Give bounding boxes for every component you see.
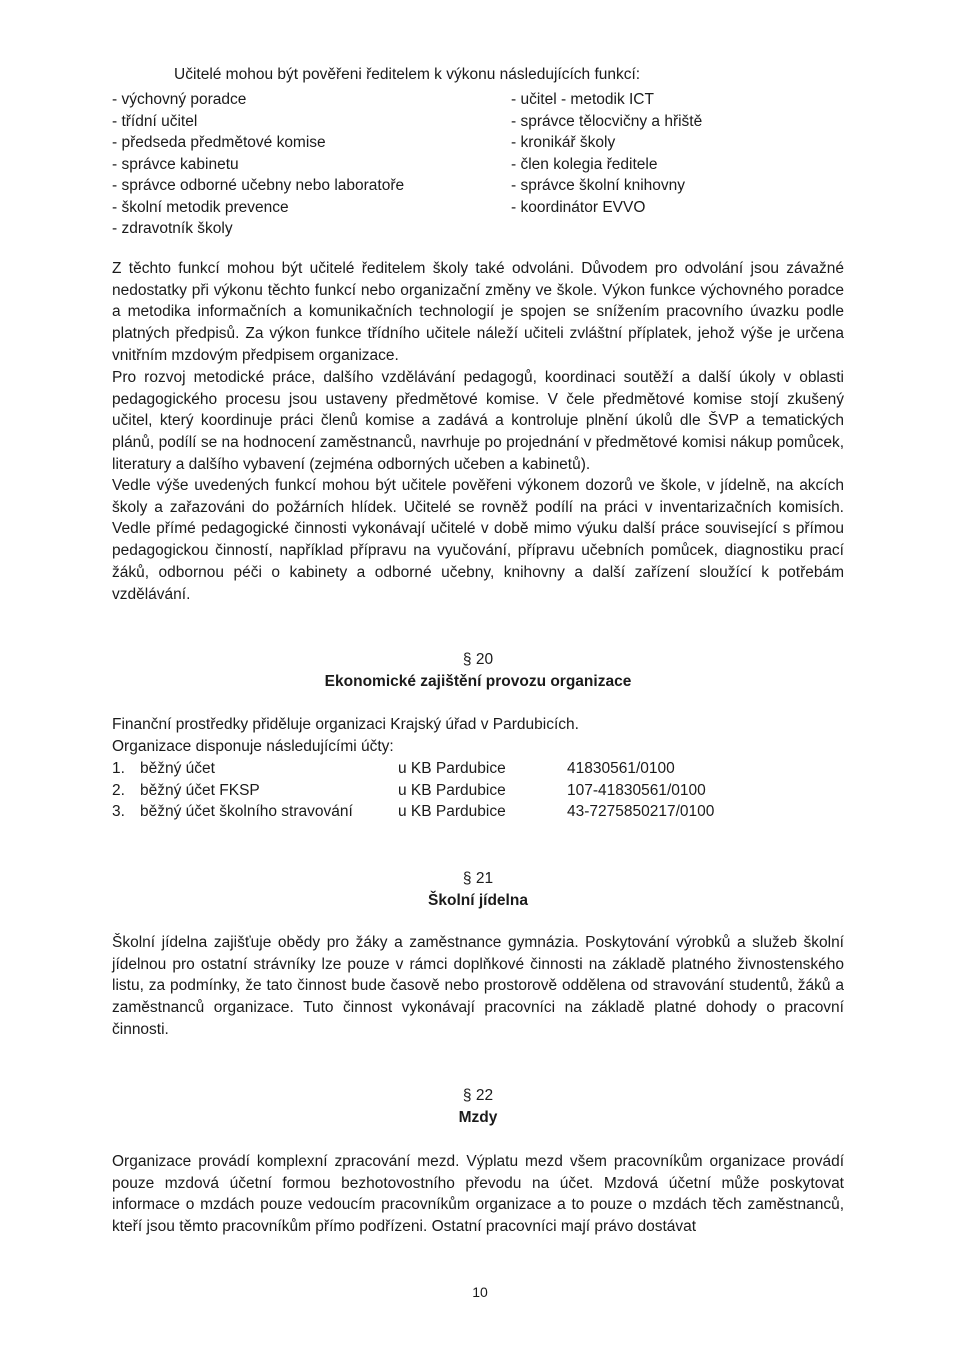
function-item: - koordinátor EVVO (511, 198, 646, 216)
section-number: § 20 (462, 651, 494, 668)
accounts-list (112, 758, 812, 823)
section-22-heading (112, 1085, 844, 1129)
function-item: - správce školní knihovny (511, 177, 686, 194)
account-name: běžný účet (140, 760, 215, 777)
function-item: - zdravotník školy (112, 220, 233, 237)
account-number: 43-7275850217/0100 (567, 803, 715, 820)
paragraph-canteen: Školní jídelna zajišťuje obědy pro žáky a zaměstnance gymnázia. Poskytování výrobků a služeb školní jídelnou pro ostatní strávníky lze pouze v rámci doplňkové činnosti na základě platného živnostenského listu, za podmínky, že tato činnost bude časově nebo prostorově oddělena od stravování studentů, žáků a zaměstnanců organizace. Tuto činnost vykonávají pracovníci na základě platné dohody o pracovní činnosti. (112, 934, 844, 1038)
finance-line: Finanční prostředky přiděluje organizaci Krajský úřad v Pardubicích. (112, 716, 579, 733)
function-item: - správce kabinetu (112, 155, 239, 173)
account-row (112, 801, 812, 823)
section-number: § 21 (462, 870, 494, 887)
section-number: § 22 (462, 1087, 494, 1104)
function-item: - předseda předmětové komise (112, 134, 326, 151)
account-index: 2. (112, 781, 125, 799)
account-row (112, 758, 812, 780)
account-index: 1. (112, 760, 125, 777)
function-item: - kronikář školy (511, 134, 616, 151)
intro-line: Učitelé mohou být pověřeni ředitelem k výkonu následujících funkcí: (174, 66, 641, 83)
account-number: 41830561/0100 (567, 760, 675, 777)
function-item: - správce odborné učebny nebo laboratoře (112, 177, 405, 194)
paragraph-wages: Organizace provádí komplexní zpracování mezd. Výplatu mezd všem pracovníkům organizace provádí pouze mzdová účetní formou bezhotovostního převodu na účet. Mzdová účetní může poskytovat informace o mzdách pouze vedoucím pracovníkům organizace a to pouze o mzdách těch zaměstnanců, kteří jsou těmto pracovníkům přímo podřízeni. Ostatní pracovníci mají právo dostávat (112, 1153, 844, 1236)
section-title: Školní jídelna (428, 892, 528, 909)
paragraph-supervision: Vedle výše uvedených funkcí mohou být učitele pověřeni výkonem dozorů ve škole, v jídelně, na akcích školy a zařazováni do požárních hlídek. Učitelé se rovněž podílí na práci v inventarizačních komisích. Vedle přímé pedagogické činnosti vykonávají učitelé v době mimo výuku další práce související s přímou pedagogickou činností, například přípravu na vyučování, přípravu učebních pomůcek, diagnostiku prací žáků, odbornou péči o kabinety a odborné učebny, knihovny a další zařízení sloužící k potřebám vzdělávání. (112, 477, 844, 603)
account-bank: u KB Pardubice (398, 760, 506, 777)
account-name: běžný účet školního stravování (140, 803, 353, 820)
account-bank: u KB Pardubice (398, 803, 506, 820)
function-item: - člen kolegia ředitele (511, 155, 658, 173)
paragraph-dismissal: Z těchto funkcí mohou být učitelé ředitelem školy také odvoláni. Důvodem pro odvolání jsou závažné nedostatky při výkonu těchto funkcí nebo organizační změny ve škole. Výkon funkce výchovného poradce a metodika informačních a komunikačních technologií je spojen se snížením pracovního úvazku podle platných předpisů. Za výkon funkce třídního učitele náleží učiteli zvláštní příplatek, jehož výše je určena vnitřním mzdovým předpisem organizace. (112, 260, 844, 364)
section-title: Ekonomické zajištění provozu organizace (324, 673, 632, 690)
account-row (112, 780, 812, 802)
account-name: běžný účet FKSP (140, 781, 260, 799)
accounts-intro: Organizace disponuje následujícími účty: (112, 738, 394, 755)
account-number: 107-41830561/0100 (567, 781, 706, 799)
account-bank: u KB Pardubice (398, 781, 506, 799)
account-index: 3. (112, 803, 125, 820)
function-list (112, 89, 732, 240)
section-title: Mzdy (458, 1109, 498, 1126)
page-number: 10 (472, 1284, 488, 1300)
function-item: - správce tělocvičny a hřiště (511, 112, 703, 130)
section-21-heading (112, 868, 844, 912)
section-20-heading (112, 649, 844, 693)
function-item: - školní metodik prevence (112, 198, 289, 216)
function-item: - výchovný poradce (112, 91, 247, 108)
function-item: - třídní učitel (112, 112, 198, 130)
function-item: - učitel - metodik ICT (511, 91, 654, 108)
paragraph-subject-committees: Pro rozvoj metodické práce, dalšího vzdělávání pedagogů, koordinaci soutěží a další úkoly v oblasti pedagogického procesu jsou ustaveny předmětové komise. V čele předmětové komise stojí zkušený učitel, který koordinuje práci členů komise a zadává a kontroluje plnění úkolů dle ŠVP a tematických plánů, podílí se na hodnocení zaměstnanců, navrhuje po projednání v předmětové komisi nákup pomůcek, literatury a dalšího vybavení (zejména odborných učeben a kabinetů). (112, 369, 844, 473)
